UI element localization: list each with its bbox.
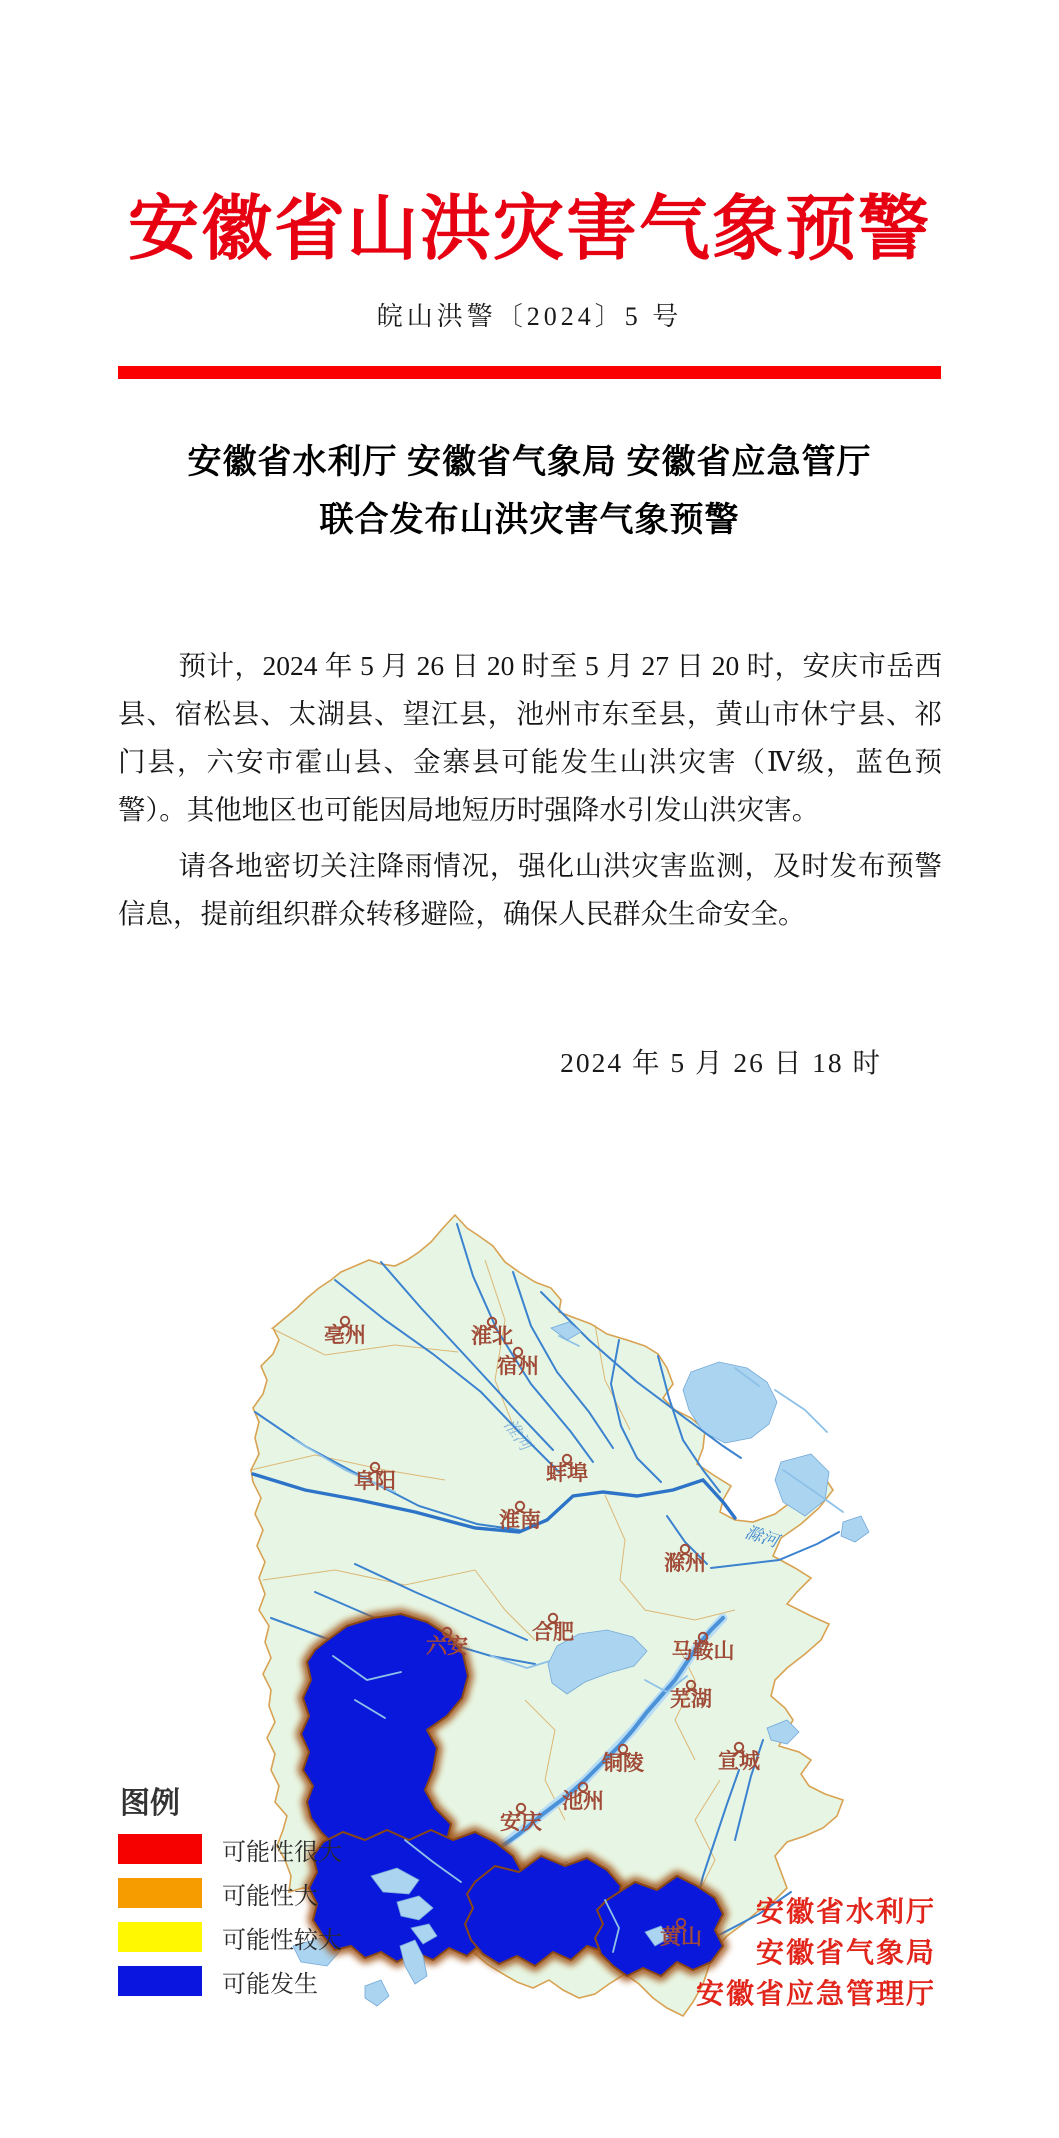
legend-swatch-blue	[118, 1966, 202, 1996]
legend-label: 可能发生	[222, 1970, 318, 1998]
svg-text:芜湖: 芜湖	[670, 1687, 712, 1711]
legend-swatch-orange	[118, 1878, 202, 1908]
legend-swatch-yellow	[118, 1922, 202, 1952]
red-divider-bar	[118, 366, 941, 379]
joint-issue-heading	[0, 434, 1059, 550]
document-title: 安徽省山洪灾害气象预警	[127, 191, 931, 269]
svg-text:六安: 六安	[426, 1634, 468, 1658]
svg-text:宣城: 宣城	[718, 1749, 760, 1773]
svg-text:马鞍山: 马鞍山	[671, 1639, 735, 1663]
issuing-agencies	[696, 1892, 936, 2015]
river-label-huaihe: 淮河	[499, 1415, 536, 1455]
svg-text:黄山: 黄山	[660, 1925, 702, 1949]
svg-text:安庆: 安庆	[500, 1810, 542, 1834]
legend-item-very-likely	[118, 1834, 438, 1864]
svg-text:滁州: 滁州	[664, 1551, 706, 1575]
legend-item-possible	[118, 1966, 438, 1996]
agency-water: 安徽省水利厅	[755, 1897, 936, 1928]
body-paragraph-forecast: 预计，2024 年 5 月 26 日 20 时至 5 月 27 日 20 时，安庆市岳西县、宿松县、太湖县、望江县，池州市东至县，黄山市休宁县、祁门县，六安市霍山县、金寨县可能发生山洪灾害（Ⅳ级，蓝色预警）。其他地区也可能因局地短历时强降水引发山洪灾害。	[118, 650, 942, 825]
heading-line-1: 安徽省水利厅 安徽省气象局 安徽省应急管厅	[187, 444, 872, 481]
legend-item-likely	[118, 1878, 438, 1908]
map-legend	[118, 1778, 438, 2010]
svg-text:池州: 池州	[562, 1789, 604, 1813]
legend-item-somewhat-likely	[118, 1922, 438, 1952]
agency-emergency: 安徽省应急管理厅	[695, 1979, 936, 2010]
river-label-chuhe: 滁河	[742, 1522, 781, 1552]
svg-text:淮北: 淮北	[471, 1324, 513, 1348]
legend-label: 可能性较大	[222, 1926, 342, 1954]
legend-label: 可能性很大	[222, 1838, 342, 1866]
svg-text:合肥: 合肥	[532, 1620, 574, 1644]
heading-line-2: 联合发布山洪灾害气象预警	[319, 502, 740, 539]
body-paragraph-advice: 请各地密切关注降雨情况，强化山洪灾害监测，及时发布预警信息，提前组织群众转移避险，确保人民群众生命安全。	[118, 850, 942, 929]
svg-text:淮南: 淮南	[499, 1508, 541, 1532]
svg-text:铜陵: 铜陵	[602, 1751, 644, 1775]
document-number: 皖山洪警〔2024〕5 号	[376, 302, 683, 331]
legend-swatch-red	[118, 1834, 202, 1864]
svg-text:阜阳: 阜阳	[354, 1469, 396, 1493]
svg-text:蚌埠: 蚌埠	[546, 1461, 588, 1485]
legend-label: 可能性大	[222, 1882, 318, 1910]
legend-title: 图例	[120, 1787, 180, 1820]
agency-meteo: 安徽省气象局	[755, 1938, 936, 1969]
svg-text:亳州: 亳州	[324, 1323, 366, 1347]
svg-text:宿州: 宿州	[497, 1354, 539, 1378]
issue-date: 2024 年 5 月 26 日 18 时	[560, 1047, 882, 1078]
